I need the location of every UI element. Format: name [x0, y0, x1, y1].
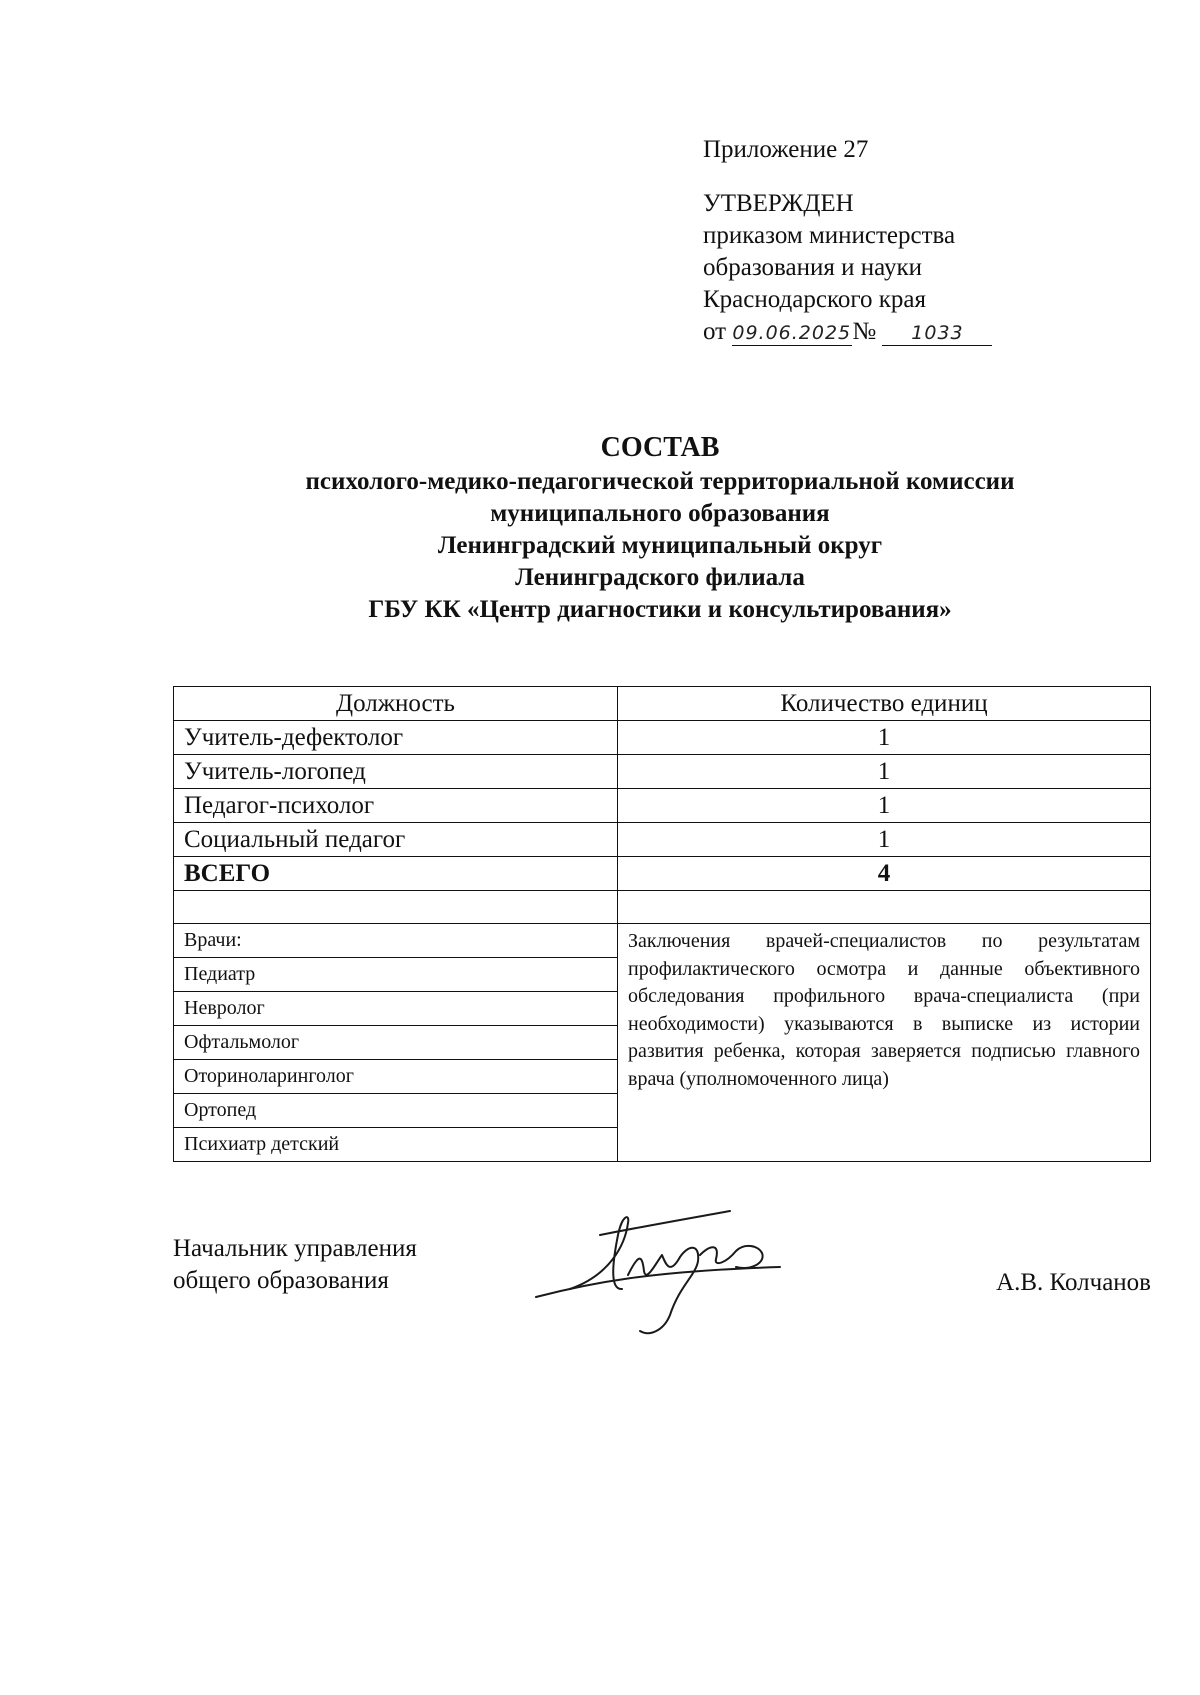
approval-line-2: образования и науки	[703, 254, 922, 281]
signatory-role	[173, 1233, 417, 1297]
title-line-5: ГБУ КК «Центр диагностики и консультирования»	[368, 596, 952, 623]
title-main: СОСТАВ	[600, 432, 720, 463]
total-label: ВСЕГО	[174, 857, 618, 891]
doctor-cell: Врачи:	[174, 924, 618, 958]
count-cell: 1	[618, 823, 1151, 857]
doctors-note: Заключения врачей-специалистов по результатам профилактического осмотра и данные объективного обследования профильного врача-специалиста (при необходимости) указываются в выписке из истории развития ребенка, которая заверяется подписью главного врача (уполномоченного лица)	[618, 924, 1151, 1162]
role-line-1: Начальник управления	[173, 1235, 417, 1262]
approval-line-3: Краснодарского края	[703, 286, 926, 313]
role-line-2: общего образования	[173, 1267, 389, 1294]
empty-cell	[174, 891, 618, 924]
position-cell: Социальный педагог	[174, 823, 618, 857]
doctor-cell: Офтальмолог	[174, 1026, 618, 1060]
position-cell: Учитель-дефектолог	[174, 721, 618, 755]
count-cell: 1	[618, 721, 1151, 755]
doctor-row	[174, 924, 1151, 958]
total-row	[174, 857, 1151, 891]
table-header-row	[174, 687, 1151, 721]
count-cell: 1	[618, 789, 1151, 823]
empty-cell	[618, 891, 1151, 924]
position-cell: Учитель-логопед	[174, 755, 618, 789]
approved-label: УТВЕРЖДЕН	[703, 190, 854, 217]
from-label: от	[703, 318, 727, 345]
order-number-blank	[882, 320, 992, 346]
table-row	[174, 823, 1151, 857]
position-cell: Педагог-психолог	[174, 789, 618, 823]
signature-icon	[530, 1205, 850, 1340]
doctor-cell: Невролог	[174, 992, 618, 1026]
order-number: 1033	[911, 322, 964, 344]
doctor-cell: Психиатр детский	[174, 1128, 618, 1162]
approval-line-1: приказом министерства	[703, 222, 956, 249]
doctor-cell: Ортопед	[174, 1094, 618, 1128]
title-line-2: муниципального образования	[490, 500, 830, 527]
empty-row	[174, 891, 1151, 924]
title-line-4: Ленинградского филиала	[515, 564, 805, 591]
count-cell: 1	[618, 755, 1151, 789]
order-date: 09.06.2025	[732, 322, 852, 344]
approval-block	[703, 134, 992, 348]
document-title	[160, 430, 1160, 626]
order-date-blank	[732, 320, 852, 346]
appendix-label: Приложение 27	[703, 136, 869, 163]
table-row	[174, 721, 1151, 755]
table-row	[174, 755, 1151, 789]
title-line-1: психолого-медико-педагогической территориальной комиссии	[305, 468, 1015, 495]
number-label: №	[852, 318, 877, 345]
signatory-name: А.В. Колчанов	[996, 1269, 1151, 1296]
doctor-cell: Оториноларинголог	[174, 1060, 618, 1094]
title-line-3: Ленинградский муниципальный округ	[437, 532, 883, 559]
header-position: Должность	[174, 687, 618, 721]
order-line	[703, 316, 992, 348]
doctor-cell: Педиатр	[174, 958, 618, 992]
staff-table	[173, 686, 1151, 1162]
header-count: Количество единиц	[618, 687, 1151, 721]
total-count: 4	[618, 857, 1151, 891]
table-row	[174, 789, 1151, 823]
